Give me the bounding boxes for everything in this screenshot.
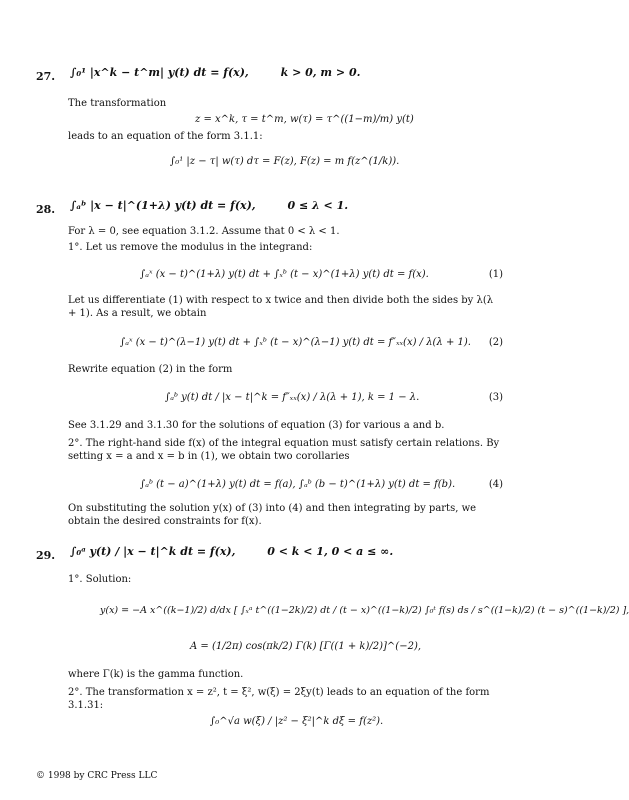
eq27-text-transformation: The transformation	[68, 98, 167, 109]
copyright-footer: © 1998 by CRC Press LLC	[36, 771, 158, 781]
eq27-result-formula: ∫₀¹ |z − τ| w(τ) dτ = F(z), F(z) = m f(z^(1/k)).	[170, 156, 400, 167]
eq28-item1-intro: 1°. Let us remove the modulus in the integrand:	[68, 242, 313, 253]
eq28-formula-2: ∫ₐˣ (x − t)^(λ−1) y(t) dt + ∫ₓᵇ (t − x)^(λ−1) y(t) dt = f″ₓₓ(x) / λ(λ + 1).	[120, 337, 471, 348]
eq29-gamma-note: where Γ(k) is the gamma function.	[68, 669, 244, 680]
equation-29-statement	[70, 545, 393, 558]
eq28-text-see: See 3.1.29 and 3.1.30 for the solutions of equation (3) for various a and b.	[68, 420, 445, 431]
eq27-transform-formula: z = x^k, τ = t^m, w(τ) = τ^((1−m)/m) y(t)	[195, 114, 414, 125]
eq28-formula-1: ∫ₐˣ (x − t)^(1+λ) y(t) dt + ∫ₓᵇ (t − x)^(1+λ) y(t) dt = f(x).	[140, 269, 429, 280]
equation-number-29: 29.	[36, 549, 56, 562]
eq28-tag-1: (1)	[488, 269, 503, 280]
eq29-solution-line2: A = (1/2π) cos(πk/2) Γ(k) [Γ((1 + k)/2)]^(−2),	[190, 641, 422, 652]
eq28-text-differentiate: Let us differentiate (1) with respect to x twice and then divide both the sides by λ(λ + 1). As a result, we obtain	[68, 295, 494, 319]
eq28-item2-text: 2°. The right-hand side f(x) of the integral equation must satisfy certain relations. By setting x = a and x = b in (1), we obtain two corollaries	[68, 438, 500, 462]
equation-29-formula: ∫₀ᵃ y(t) / |x − t|^k dt = f(x),	[70, 545, 236, 558]
equation-number-28: 28.	[36, 203, 56, 216]
equation-28-conditions: 0 ≤ λ < 1.	[287, 199, 349, 212]
equation-number-27: 27.	[36, 70, 56, 83]
eq29-item2-text: 2°. The transformation x = z², t = ξ², w(ξ) = 2ξy(t) leads to an equation of the form 3.1.31:	[68, 687, 490, 711]
eq28-text-lambda: For λ = 0, see equation 3.1.2. Assume that 0 < λ < 1.	[68, 226, 340, 237]
eq28-formula-3: ∫ₐᵇ y(t) dt / |x − t|^k = f″ₓₓ(x) / λ(λ + 1), k = 1 − λ.	[165, 392, 420, 403]
equation-28-statement	[70, 199, 348, 212]
eq28-tag-2: (2)	[488, 337, 503, 348]
equation-29-conditions: 0 < k < 1, 0 < a ≤ ∞.	[267, 545, 394, 558]
equation-27-conditions: k > 0, m > 0.	[280, 66, 361, 79]
eq28-tag-4: (4)	[488, 479, 503, 490]
equation-27-formula: ∫₀¹ |x^k − t^m| y(t) dt = f(x),	[70, 66, 249, 79]
equation-27-statement	[70, 66, 360, 79]
eq29-item1-intro: 1°. Solution:	[68, 574, 132, 585]
eq28-text-rewrite: Rewrite equation (2) in the form	[68, 364, 233, 375]
eq29-solution-line1: y(x) = −A x^((k−1)/2) d/dx [ ∫ₓᵃ t^((1−2k)/2) dt / (t − x)^((1−k)/2) ∫₀ᵗ f(s) ds / s^((1−k)/2) (t − s)^((1−k)/2) ],	[100, 605, 629, 616]
eq29-final-formula: ∫₀^√a w(ξ) / |z² − ξ²|^k dξ = f(z²).	[210, 716, 384, 727]
eq28-tag-3: (3)	[488, 392, 503, 403]
equation-28-formula: ∫ₐᵇ |x − t|^(1+λ) y(t) dt = f(x),	[70, 199, 256, 212]
eq28-text-substituting: On substituting the solution y(x) of (3) into (4) and then integrating by parts, we obtain the desired constraints for f(x).	[68, 503, 477, 527]
eq27-text-leads: leads to an equation of the form 3.1.1:	[68, 131, 263, 142]
eq28-formula-4: ∫ₐᵇ (t − a)^(1+λ) y(t) dt = f(a), ∫ₐᵇ (b − t)^(1+λ) y(t) dt = f(b).	[140, 479, 456, 490]
